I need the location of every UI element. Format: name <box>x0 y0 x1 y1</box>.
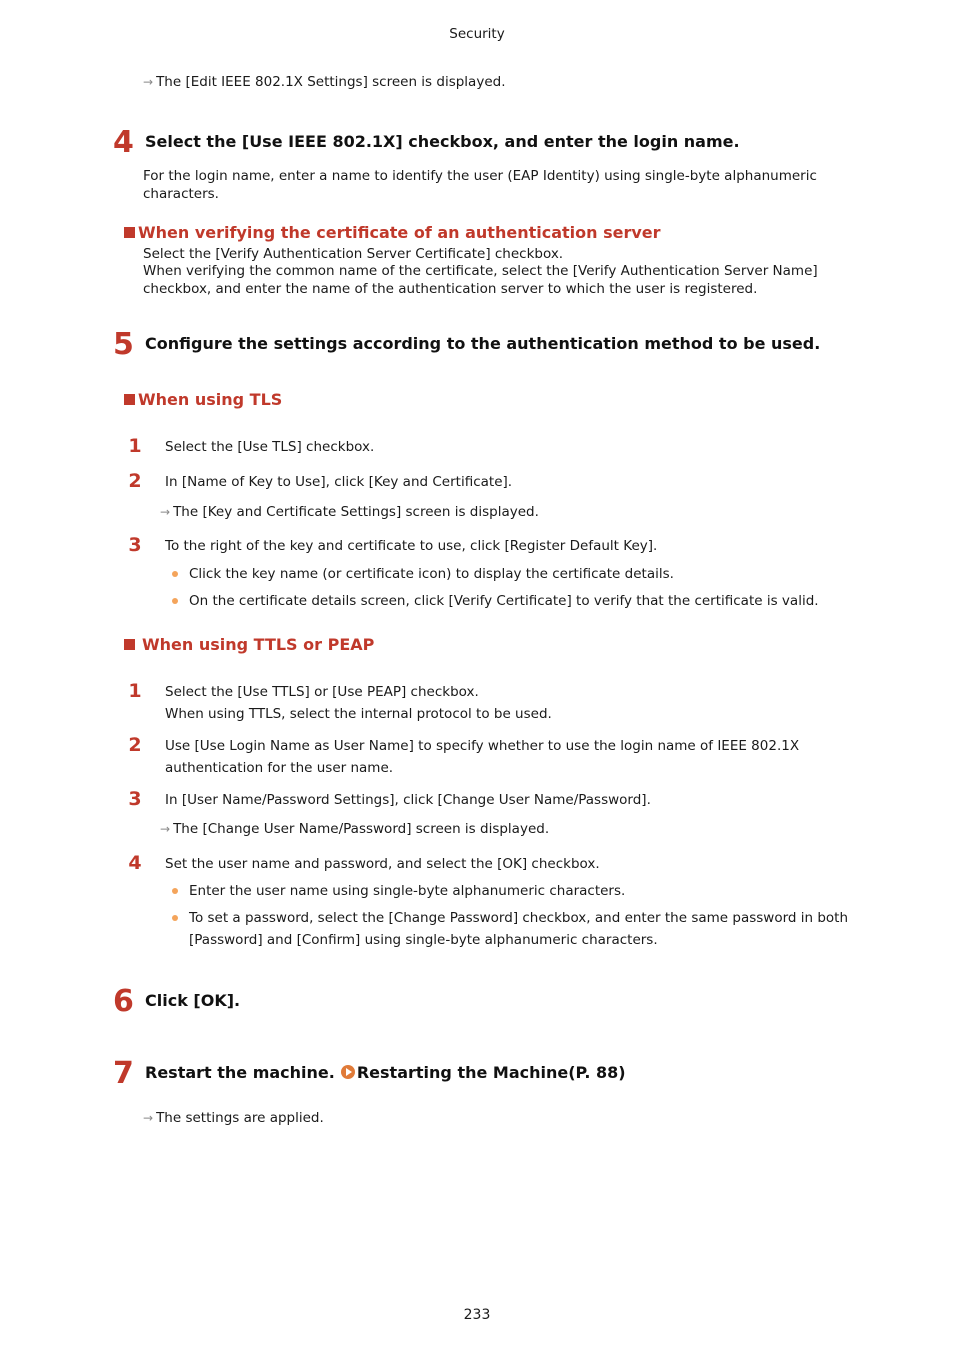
step-number: 5 <box>113 327 134 362</box>
square-bullet-icon <box>124 227 135 238</box>
step-description: For the login name, enter a name to identify the user (EAP Identity) using single-byte alphanumeric characters. <box>143 168 817 202</box>
verify-line-2: When verifying the common name of the certificate, select the [Verify Authentication Server Name] checkbox, and enter the name of the authentication server to which the user is registered. <box>143 263 818 297</box>
list-item <box>165 880 865 902</box>
list-item <box>165 907 865 951</box>
bullet-text: To set a password, select the [Change Password] checkbox, and enter the same password in both [Password] and [Confirm] using single-byte alphanumeric characters. <box>189 910 849 948</box>
restart-machine-link[interactable]: Restarting the Machine(P. 88) <box>356 1063 626 1082</box>
substep-text: Use [Use Login Name as User Name] to specify whether to use the login name of IEEE 802.1X authentication for the user name. <box>165 738 800 776</box>
substep-result <box>160 504 539 520</box>
result-arrow-icon: → <box>143 75 153 89</box>
substep-result <box>160 821 549 837</box>
square-bullet-icon <box>124 394 135 405</box>
bullet-text: Enter the user name using single-byte alphanumeric characters. <box>189 883 626 899</box>
step-number: 6 <box>113 984 134 1019</box>
step-title-text: Restart the machine. <box>145 1063 335 1082</box>
substep-text: Select the [Use TLS] checkbox. <box>165 439 375 455</box>
link-arrow-icon[interactable] <box>341 1065 355 1079</box>
bullet-dot-icon <box>172 571 178 577</box>
substep-number: 4 <box>128 852 142 874</box>
substep-number: 2 <box>128 470 142 492</box>
subsection-heading-ttls <box>124 635 374 654</box>
list-item <box>165 590 865 612</box>
result-arrow-icon: → <box>160 505 170 519</box>
bullet-dot-icon <box>172 915 178 921</box>
substep-text-line: When using TTLS, select the internal protocol to be used. <box>165 706 552 722</box>
subsection-heading-tls <box>124 390 282 409</box>
result-text: The [Key and Certificate Settings] screen is displayed. <box>173 504 539 520</box>
substep-text-line: Select the [Use TTLS] or [Use PEAP] checkbox. <box>165 684 479 700</box>
bullet-text: On the certificate details screen, click [Verify Certificate] to verify that the certificate is valid. <box>189 593 819 609</box>
list-item <box>165 563 865 585</box>
result-text: The [Change User Name/Password] screen is displayed. <box>173 821 550 837</box>
substep-text <box>165 681 552 725</box>
substep-number: 1 <box>128 680 142 702</box>
verify-line-1: Select the [Verify Authentication Server Certificate] checkbox. <box>143 246 564 262</box>
subsection-heading-text: When verifying the certificate of an authentication server <box>138 223 661 242</box>
substep-text: Set the user name and password, and select the [OK] checkbox. <box>165 856 600 872</box>
step-number: 7 <box>113 1056 134 1091</box>
step-title: Select the [Use IEEE 802.1X] checkbox, and enter the login name. <box>145 132 740 151</box>
result-text: The [Edit IEEE 802.1X Settings] screen is displayed. <box>156 74 506 90</box>
substep-text: In [Name of Key to Use], click [Key and Certificate]. <box>165 474 513 490</box>
step-result <box>143 1110 324 1126</box>
result-arrow-icon: → <box>160 822 170 836</box>
substep-number: 3 <box>128 534 142 556</box>
bullet-text: Click the key name (or certificate icon) to display the certificate details. <box>189 566 674 582</box>
page-number: 233 <box>463 1307 491 1323</box>
step-title: Click [OK]. <box>145 991 241 1010</box>
result-text: The settings are applied. <box>156 1110 324 1126</box>
subsection-heading-text: When using TTLS or PEAP <box>142 635 375 654</box>
subsection-heading-text: When using TLS <box>138 390 283 409</box>
step-title: Configure the settings according to the authentication method to be used. <box>145 334 821 353</box>
page-header: Security <box>449 26 505 42</box>
substep-number: 2 <box>128 734 142 756</box>
bullet-dot-icon <box>172 598 178 604</box>
square-bullet-icon <box>124 639 135 650</box>
step-title <box>145 1063 626 1082</box>
subsection-heading <box>124 223 661 242</box>
substep-number: 1 <box>128 435 142 457</box>
substep-text: In [User Name/Password Settings], click [Change User Name/Password]. <box>165 792 651 808</box>
substep-number: 3 <box>128 788 142 810</box>
substep-text: To the right of the key and certificate to use, click [Register Default Key]. <box>165 538 658 554</box>
result-edit-screen <box>143 74 506 90</box>
bullet-dot-icon <box>172 888 178 894</box>
step-number: 4 <box>113 125 134 160</box>
result-arrow-icon: → <box>143 1111 153 1125</box>
